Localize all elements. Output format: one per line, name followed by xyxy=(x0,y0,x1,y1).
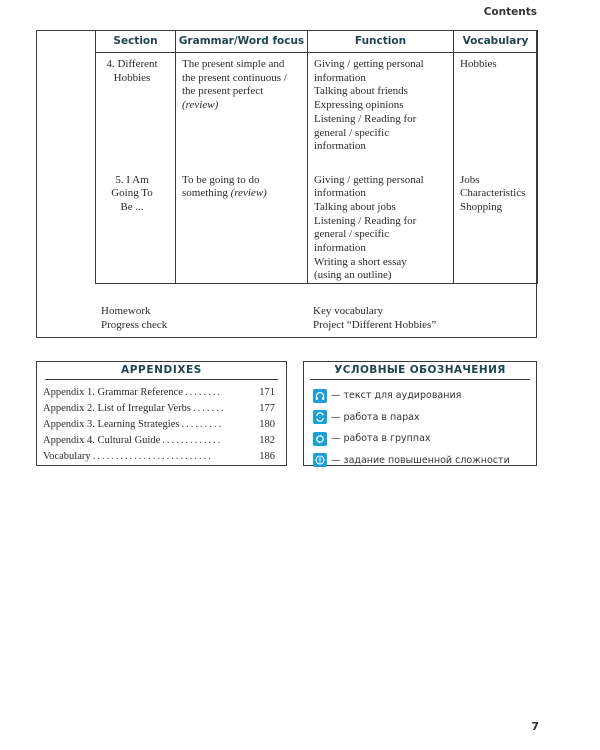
grammar-line: To be going to do xyxy=(182,173,260,186)
list-item xyxy=(313,385,510,407)
review-items xyxy=(101,304,167,332)
table-row xyxy=(96,53,538,169)
legend-text: — работа в группах xyxy=(331,433,431,445)
pair-arrows-icon xyxy=(313,410,327,424)
section-title-line: 4. Different xyxy=(106,58,158,70)
column-header-section: Section xyxy=(96,30,176,53)
leader-dots: ........ xyxy=(184,387,222,398)
vocabulary-line: Hobbies xyxy=(460,58,497,70)
grammar-line: the present perfect xyxy=(182,85,264,98)
function-line: Giving / getting personal xyxy=(314,58,424,70)
legend-text: — текст для аудирования xyxy=(331,390,462,402)
grammar-review-note: (review) xyxy=(182,99,219,112)
leader-dots: ......... xyxy=(181,419,224,430)
section-cell xyxy=(96,53,176,169)
vocabulary-line: Shopping xyxy=(460,200,503,213)
function-line: information xyxy=(314,140,366,153)
function-cell xyxy=(308,169,454,284)
leader-dots: .......................... xyxy=(92,451,213,462)
appendix-page: 180 xyxy=(259,419,275,430)
legend-list xyxy=(313,385,510,471)
grammar-review-note: (review) xyxy=(230,187,267,200)
function-cell xyxy=(308,53,454,169)
appendix-page: 186 xyxy=(259,451,275,462)
list-item xyxy=(43,435,275,451)
list-item xyxy=(43,387,275,403)
contents-table xyxy=(95,30,538,284)
vocabulary-cell xyxy=(454,169,538,284)
section-title-line: 5. I Am xyxy=(115,173,149,186)
grammar-cell xyxy=(176,169,308,284)
project-items xyxy=(313,304,436,332)
group-arrows-icon xyxy=(313,432,327,446)
appendix-label: Appendix 2. List of Irregular Verbs xyxy=(43,403,191,414)
legend-text: — задание повышенной сложности xyxy=(331,454,510,466)
function-line: Talking about jobs xyxy=(314,200,396,213)
vocabulary-line: Jobs xyxy=(460,173,480,186)
grammar-cell xyxy=(176,53,308,169)
column-header-vocabulary: Vocabulary xyxy=(454,30,538,53)
appendixes-title: APPENDIXES xyxy=(45,362,278,380)
appendixes-box xyxy=(36,361,287,466)
function-line: Giving / getting personal xyxy=(314,173,424,186)
section-title-line: Be ... xyxy=(120,200,144,213)
section-title-line: Hobbies xyxy=(113,71,151,84)
leader-dots: ....... xyxy=(192,403,226,414)
column-header-function: Function xyxy=(308,30,454,53)
page-header-title: Contents xyxy=(483,6,537,18)
grammar-line-text: something xyxy=(182,187,231,200)
key-vocabulary-label: Key vocabulary xyxy=(313,305,383,317)
section-cell xyxy=(96,169,176,284)
exclamation-icon xyxy=(313,453,327,467)
grammar-line: the present continuous / xyxy=(182,71,287,84)
function-line: Listening / Reading for xyxy=(314,214,417,227)
section-title-line: Going To xyxy=(111,187,153,200)
page-number: 7 xyxy=(531,720,539,733)
column-header-grammar: Grammar/Word focus xyxy=(176,30,308,53)
legend-text: — работа в парах xyxy=(331,411,420,423)
homework-label: Homework xyxy=(101,305,151,317)
function-line: (using an outline) xyxy=(314,269,392,282)
vocabulary-line: Characteristics xyxy=(460,187,526,200)
list-item xyxy=(43,403,275,419)
function-line: Talking about friends xyxy=(314,85,408,98)
function-line: Expressing opinions xyxy=(314,99,404,112)
function-line: general / specific xyxy=(314,126,390,139)
function-line: Listening / Reading for xyxy=(314,112,417,125)
appendix-label: Vocabulary xyxy=(43,451,91,462)
appendix-label: Appendix 4. Cultural Guide xyxy=(43,435,161,446)
appendix-list xyxy=(43,387,275,467)
list-item xyxy=(313,407,510,429)
legend-box xyxy=(303,361,537,466)
function-line: information xyxy=(314,242,366,255)
grammar-line: The present simple and xyxy=(182,58,285,70)
list-item xyxy=(43,451,275,467)
function-line: Writing a short essay xyxy=(314,255,407,268)
contents-table-frame xyxy=(36,30,537,338)
legend-title: УСЛОВНЫЕ ОБОЗНАЧЕНИЯ xyxy=(310,362,530,380)
appendix-label: Appendix 3. Learning Strategies xyxy=(43,419,180,430)
function-line: general / specific xyxy=(314,228,390,241)
project-label: Project “Different Hobbies” xyxy=(313,319,437,331)
list-item xyxy=(313,450,510,472)
appendix-page: 171 xyxy=(259,387,275,398)
appendix-page: 177 xyxy=(259,403,275,414)
list-item xyxy=(313,428,510,450)
progress-check-label: Progress check xyxy=(101,319,168,331)
leader-dots: ............. xyxy=(162,435,223,446)
table-row xyxy=(96,169,538,284)
vocabulary-cell xyxy=(454,53,538,169)
function-line: information xyxy=(314,187,366,200)
list-item xyxy=(43,419,275,435)
headphones-icon xyxy=(313,389,327,403)
appendix-label: Appendix 1. Grammar Reference xyxy=(43,387,183,398)
appendix-page: 182 xyxy=(259,435,275,446)
table-header-row xyxy=(96,30,538,53)
grammar-line xyxy=(182,187,302,201)
function-line: information xyxy=(314,71,366,84)
